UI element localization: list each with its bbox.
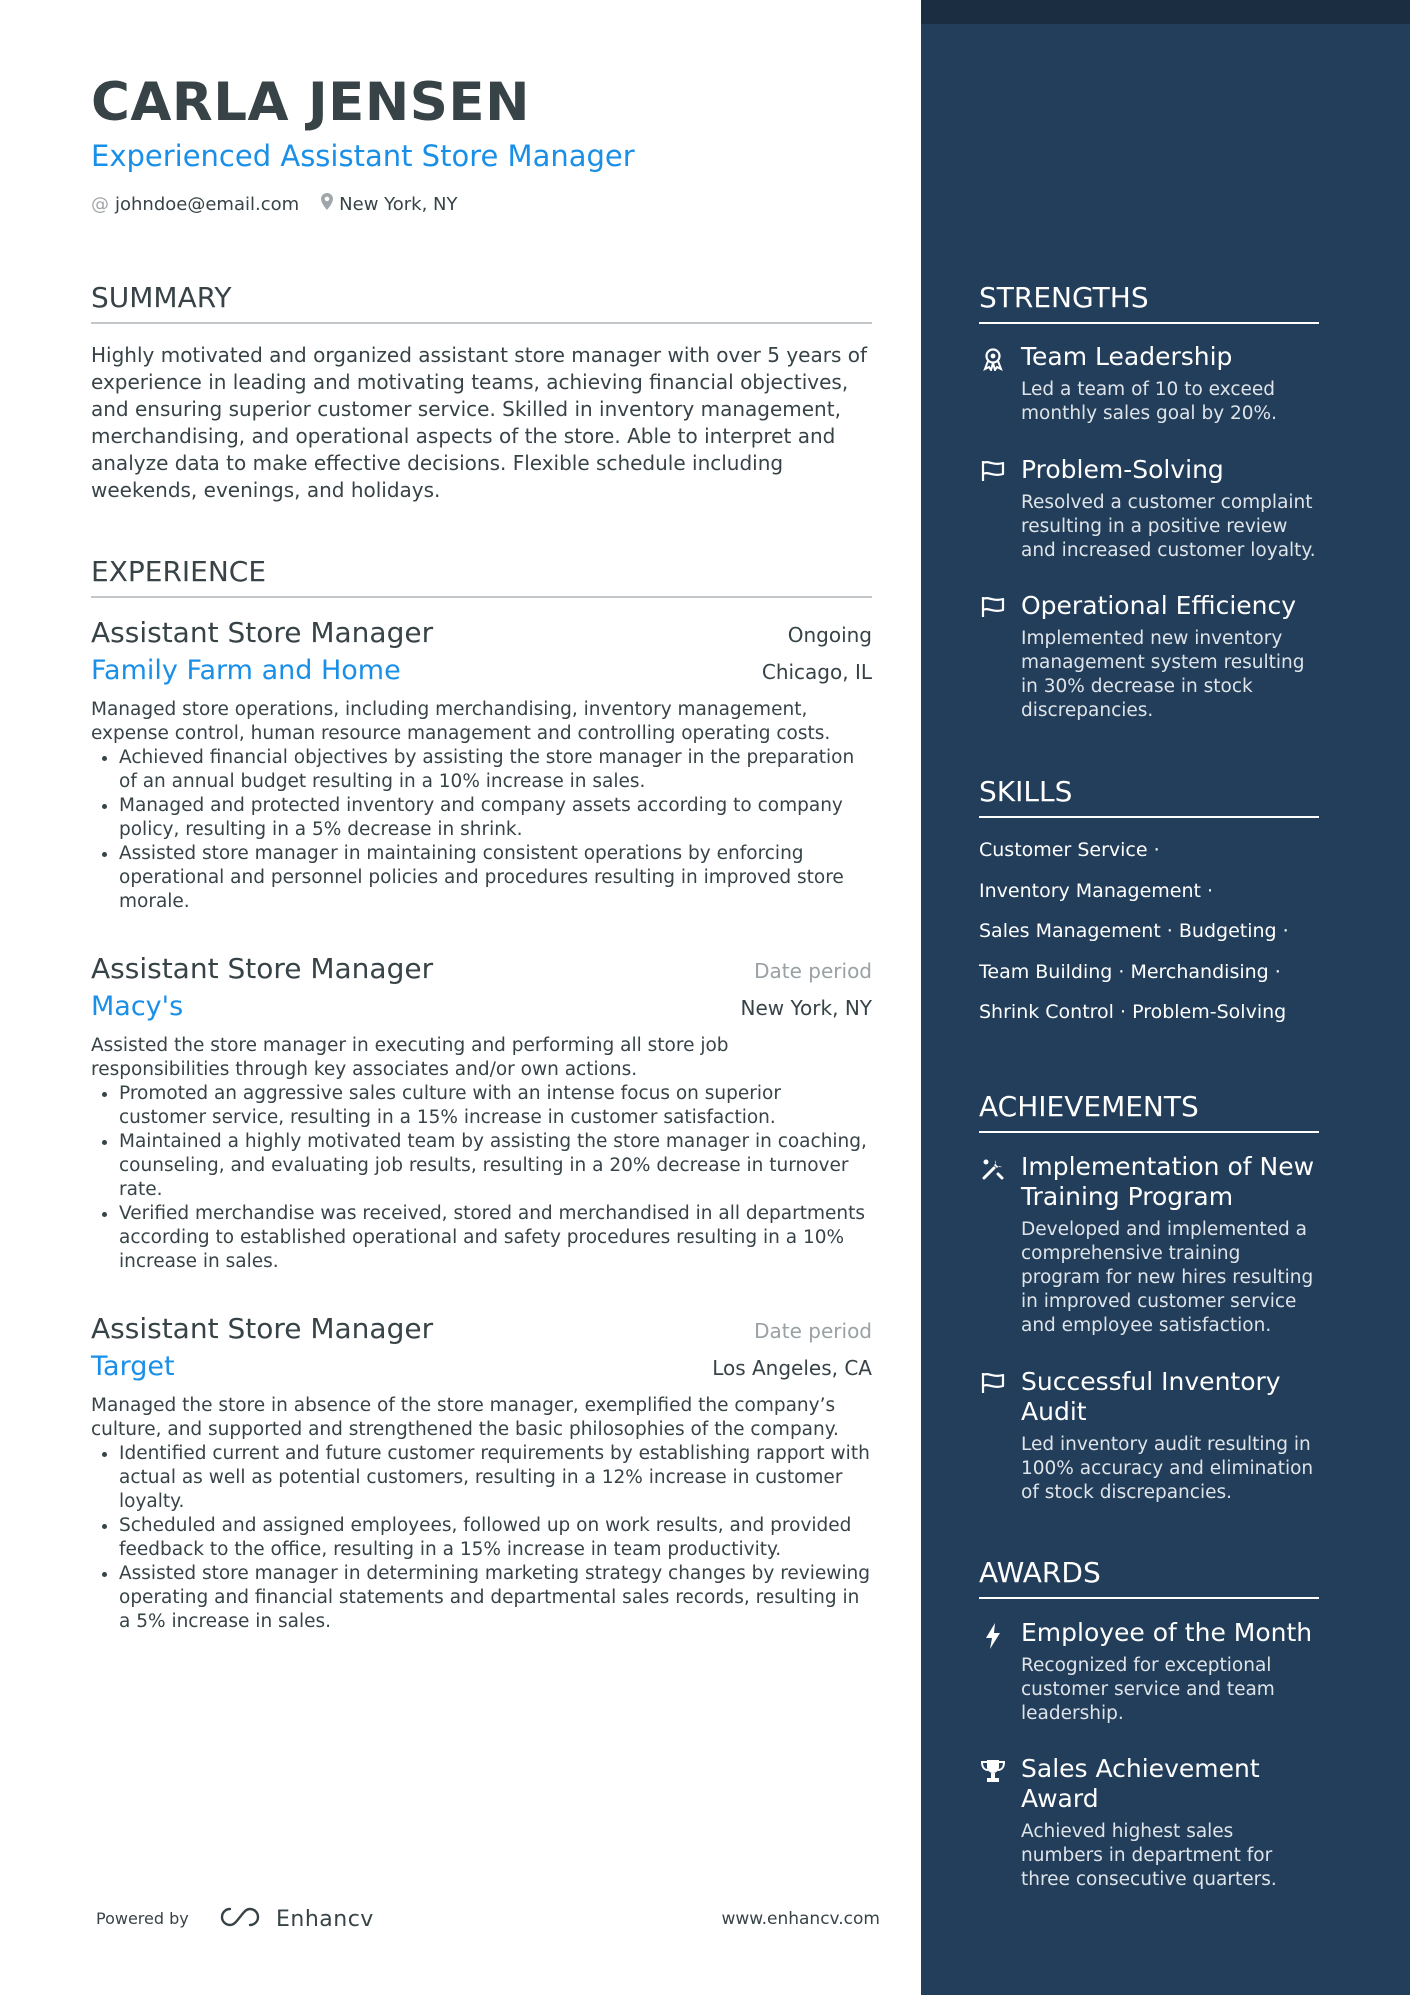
achievement-title: Implementation of New Training Program: [1021, 1152, 1315, 1211]
job-bullet: • Promoted an aggressive sales culture with an intense focus on superior customer service, resulting in a 15% increase in customer satisfaction.: [119, 1082, 872, 1130]
job-bullet: • Maintained a highly motivated team by assisting the store manager in coaching, counseling, and evaluating job results, resulting in a 20% decrease in turnover rate.: [119, 1130, 872, 1202]
job-company: Macy's: [91, 991, 184, 1022]
job-date: Date period: [754, 1319, 872, 1343]
tools-icon: [979, 1152, 1007, 1181]
footer: [96, 1905, 880, 1935]
job-description: Managed store operations, including merchandising, inventory management, expense control, human resource management and controlling operating costs.: [91, 699, 831, 744]
location-text: New York, NY: [339, 193, 458, 215]
job-date: Ongoing: [787, 623, 872, 647]
enhancv-logo[interactable]: [216, 1905, 374, 1933]
award-icon: [979, 342, 1007, 371]
award-desc: Achieved highest sales numbers in department for three consecutive quarters.: [1021, 1821, 1277, 1890]
job-bullets: [91, 746, 872, 914]
job-location: Los Angeles, CA: [712, 1356, 872, 1380]
skills-line: Inventory Management ·: [979, 879, 1214, 902]
job-bullet: • Scheduled and assigned employees, followed up on work results, and provided feedback to the office, resulting in a 15% increase in team productivity.: [119, 1514, 872, 1562]
skills-list: [979, 838, 1319, 1041]
email-item[interactable]: [91, 194, 299, 215]
strength-title: Problem-Solving: [1021, 455, 1224, 484]
job-bullet: • Identified current and future customer requirements by establishing rapport with actual as well as potential customers, resulting in a 12% increase in customer loyalty.: [119, 1442, 872, 1514]
job-bullets: [91, 1082, 872, 1274]
strength-desc: Resolved a customer complaint resulting in a positive review and increased customer loyalty.: [1021, 492, 1316, 561]
strengths-heading: STRENGTHS: [979, 281, 1319, 324]
job-description: Assisted the store manager in executing and performing all store job responsibilities through key associates and/or own actions.: [91, 1035, 729, 1080]
award-item: [979, 1618, 1319, 1726]
skills-line: Sales Management · Budgeting ·: [979, 920, 1289, 942]
job-bullet: • Verified merchandise was received, stored and merchandised in all departments according to established operational and safety procedures resulting in a 10% increase in sales.: [119, 1202, 872, 1274]
achievement-desc: Developed and implemented a comprehensive training program for new hires resulting in improved customer service and employee satisfaction.: [1021, 1219, 1314, 1336]
lightning-icon: [979, 1618, 1007, 1649]
location-item: [321, 193, 457, 215]
flag-icon: [979, 1367, 1007, 1394]
skills-line: Team Building · Merchandising ·: [979, 960, 1281, 983]
summary-text: Highly motivated and organized assistant store manager with over 5 years of experience in leading and motivating teams, achieving financial objectives, and ensuring superior customer service. Skilled in inventory management, merchandising, and operational aspects of the store. Able to interpret and analyze data to make effective decisions. Flexible schedule including weekends, evenings, and holidays.: [91, 343, 867, 502]
strength-title: Team Leadership: [1021, 342, 1233, 371]
job-title: Assistant Store Manager: [91, 1312, 434, 1345]
job-location: New York, NY: [740, 996, 872, 1020]
contact-info: [91, 193, 457, 215]
strength-item: [979, 455, 1319, 563]
achievement-title: Successful Inventory Audit: [1021, 1367, 1281, 1426]
strength-desc: Led a team of 10 to exceed monthly sales goal by 20%.: [1021, 379, 1278, 424]
achievement-desc: Led inventory audit resulting in 100% accuracy and elimination of stock discrepancies.: [1021, 1434, 1314, 1503]
awards-heading: AWARDS: [979, 1556, 1319, 1599]
job-title: Assistant Store Manager: [91, 616, 434, 649]
achievement-item: [979, 1152, 1319, 1338]
summary-heading: SUMMARY: [91, 281, 872, 324]
flag-icon: [979, 455, 1007, 482]
achievement-item: [979, 1367, 1319, 1505]
enhancv-logo-icon: [216, 1905, 264, 1933]
achievements-heading: ACHIEVEMENTS: [979, 1090, 1319, 1133]
job-location: Chicago, IL: [761, 660, 872, 684]
experience-heading: EXPERIENCE: [91, 555, 872, 598]
email-text: johndoe@email.com: [115, 193, 300, 215]
job-entry: [91, 1312, 872, 1634]
job-date: Date period: [754, 959, 872, 983]
job-entry: [91, 952, 872, 1274]
strength-desc: Implemented new inventory management system resulting in 30% decrease in stock discrepancies.: [1021, 628, 1305, 721]
enhancv-brand: Enhancv: [276, 1906, 374, 1932]
job-bullets: [91, 1442, 872, 1634]
job-bullet: • Achieved financial objectives by assisting the store manager in the preparation of an annual budget resulting in a 10% increase in sales.: [119, 746, 872, 794]
job-company: Target: [91, 1351, 175, 1382]
location-pin-icon: [321, 193, 333, 215]
job-company: Family Farm and Home: [91, 655, 401, 686]
strength-item: [979, 591, 1319, 723]
job-title: Assistant Store Manager: [91, 952, 434, 985]
skills-line: Shrink Control · Problem-Solving: [979, 1001, 1287, 1023]
footer-url[interactable]: www.enhancv.com: [721, 1909, 880, 1929]
sidebar-top-strip: [921, 0, 1410, 24]
award-title: Employee of the Month: [1021, 1618, 1313, 1647]
skills-heading: SKILLS: [979, 775, 1319, 818]
skills-line: Customer Service ·: [979, 839, 1160, 861]
sidebar: [921, 0, 1410, 1995]
award-desc: Recognized for exceptional customer service and team leadership.: [1021, 1655, 1275, 1724]
candidate-name: CARLA JENSEN: [91, 72, 530, 133]
job-entry: [91, 616, 872, 914]
job-bullet: • Assisted store manager in maintaining consistent operations by enforcing operational and personnel policies and procedures resulting in improved store morale.: [119, 842, 872, 914]
job-bullet: • Managed and protected inventory and company assets according to company policy, resulting in a 5% decrease in shrink.: [119, 794, 872, 842]
award-title: Sales Achievement Award: [1021, 1754, 1260, 1813]
trophy-icon: [979, 1754, 1007, 1783]
strength-title: Operational Efficiency: [1021, 591, 1297, 620]
strength-item: [979, 342, 1319, 426]
powered-by-text: Powered by: [96, 1909, 189, 1928]
candidate-title: Experienced Assistant Store Manager: [91, 139, 635, 173]
job-description: Managed the store in absence of the store manager, exemplified the company’s culture, and supported and strengthened the basic philosophies of the company.: [91, 1395, 839, 1440]
job-bullet: • Assisted store manager in determining marketing strategy changes by reviewing operating and financial statements and departmental sales records, resulting in a 5% increase in sales.: [119, 1562, 872, 1634]
at-icon: @: [91, 193, 109, 215]
award-item: [979, 1754, 1319, 1892]
flag-icon: [979, 591, 1007, 618]
